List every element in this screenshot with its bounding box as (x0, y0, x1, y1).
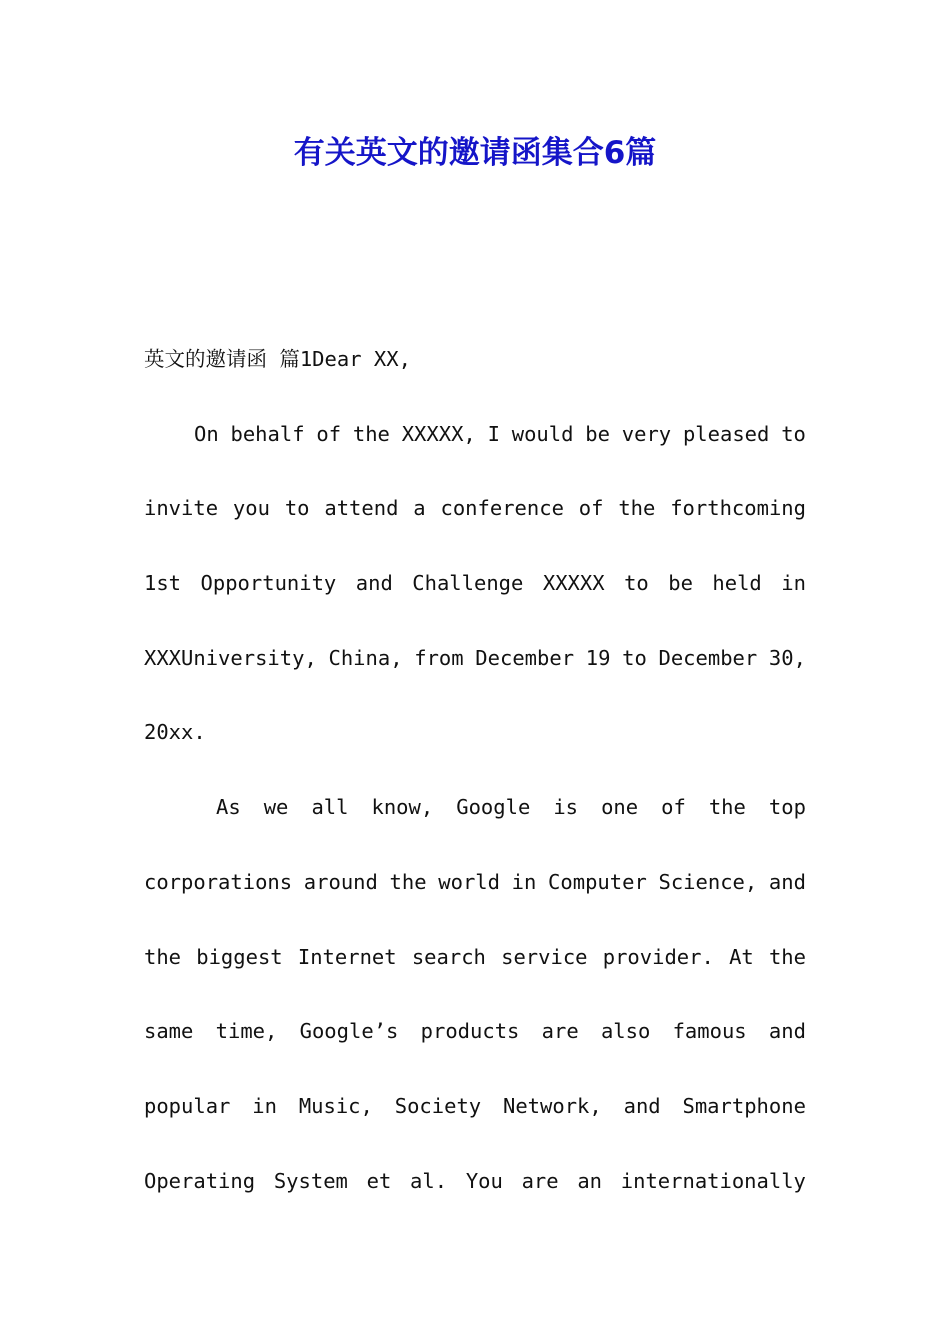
word: know, (371, 795, 434, 820)
text-line-9 (144, 920, 806, 995)
word: December (658, 645, 758, 670)
word: you (232, 496, 270, 521)
word: the (618, 496, 656, 521)
text-line-12 (144, 1144, 806, 1219)
word: are (521, 1168, 559, 1193)
word: Google’s (299, 1019, 399, 1044)
word: 30, (768, 645, 806, 670)
word: products (420, 1019, 520, 1044)
word: held (712, 571, 762, 596)
word: very (621, 421, 672, 446)
text-line-1 (144, 322, 806, 397)
word: Challenge (412, 571, 524, 596)
word: Music, (298, 1093, 373, 1118)
word: and (768, 869, 806, 894)
word: to (622, 645, 647, 670)
word: of (661, 795, 686, 820)
document-body (144, 322, 806, 1218)
text-line-4 (144, 546, 806, 621)
text-line-11 (144, 1069, 806, 1144)
word: attend (324, 496, 399, 521)
word: Operating (144, 1168, 256, 1193)
text-line-10 (144, 994, 806, 1069)
word: would (511, 421, 574, 446)
text-line-3 (144, 471, 806, 546)
word: behalf (230, 421, 305, 446)
word: XXXXX, (401, 421, 476, 446)
word: a (413, 496, 426, 521)
word: 英文的邀请函 篇1Dear XX, (144, 347, 411, 371)
word: 1st (144, 571, 182, 596)
text-line-7 (144, 770, 806, 845)
word: As (216, 795, 241, 820)
document-title: 有关英文的邀请函集合6篇 (293, 135, 657, 171)
word: al. (410, 1168, 448, 1193)
word: to (624, 571, 649, 596)
word: to (781, 421, 806, 446)
word: be (585, 421, 610, 446)
word: Society (394, 1093, 482, 1118)
word: all (311, 795, 349, 820)
word: and (768, 1019, 806, 1044)
word: in (511, 869, 537, 894)
text-line-6 (144, 695, 806, 770)
word: the (352, 421, 390, 446)
word: XXXXX (542, 571, 605, 596)
word: service (501, 944, 588, 969)
word: invite (144, 496, 219, 521)
word: famous (672, 1019, 747, 1044)
word: China, (328, 645, 403, 670)
word: popular (144, 1093, 231, 1118)
text-line-2 (144, 397, 806, 472)
word: an (577, 1168, 603, 1193)
word: December (475, 645, 575, 670)
word: Network, (503, 1093, 602, 1118)
word: Google (456, 795, 531, 820)
word: Computer (548, 869, 647, 894)
word: around (303, 869, 378, 894)
word: from (414, 645, 464, 670)
word: in (252, 1093, 277, 1118)
word: Opportunity (200, 571, 337, 596)
word: of (578, 496, 604, 521)
word: forthcoming (670, 496, 806, 521)
word: time, (215, 1019, 278, 1044)
word: the (144, 944, 182, 969)
word: conference (440, 496, 564, 521)
text-line-5 (144, 621, 806, 696)
word: internationally (620, 1168, 806, 1193)
word: pleased (682, 421, 770, 446)
word: the (768, 944, 806, 969)
word: XXXUniversity, (144, 645, 317, 670)
word: You (465, 1168, 503, 1193)
word: At (729, 944, 754, 969)
word: I (487, 421, 500, 446)
text-line-8 (144, 845, 806, 920)
word: and (623, 1093, 661, 1118)
word: world (438, 869, 500, 894)
word: one (601, 795, 639, 820)
word: provider. (602, 944, 714, 969)
word: System (273, 1168, 348, 1193)
word: On (194, 421, 219, 446)
word: the (708, 795, 746, 820)
word: corporations (144, 869, 293, 894)
word: top (768, 795, 806, 820)
word: be (668, 571, 693, 596)
word: in (781, 571, 806, 596)
word: also (600, 1019, 651, 1044)
word: of (316, 421, 342, 446)
word: 19 (585, 645, 611, 670)
word: et (366, 1168, 392, 1193)
word: 20xx. (144, 720, 206, 745)
word: Smartphone (682, 1093, 806, 1118)
word: same (144, 1019, 194, 1044)
word: Internet (297, 944, 397, 969)
word: we (263, 795, 289, 820)
word: biggest (196, 944, 283, 969)
word: are (541, 1019, 579, 1044)
word: the (389, 869, 427, 894)
word: and (355, 571, 393, 596)
word: search (411, 944, 486, 969)
word: to (284, 496, 310, 521)
word: is (553, 795, 579, 820)
word: Science, (658, 869, 758, 894)
